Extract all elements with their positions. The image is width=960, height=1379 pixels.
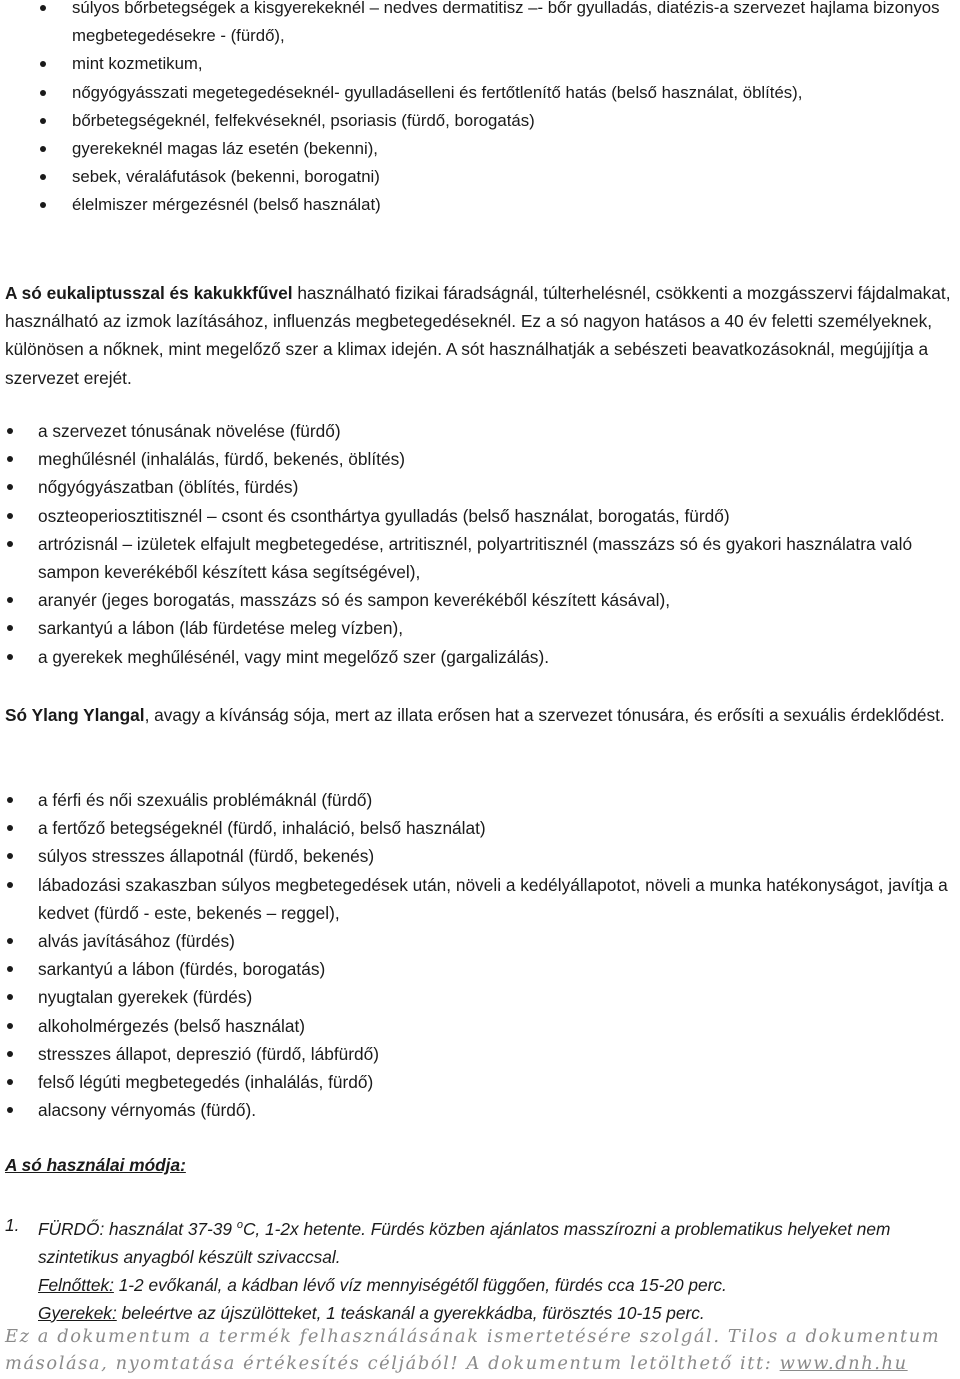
bullet-icon [7, 541, 13, 547]
bullet-icon [7, 456, 13, 462]
list-item: élelmiszer mérgezésnél (belső használat) [0, 191, 960, 219]
bullet-icon [40, 61, 46, 67]
bullet-icon [7, 1023, 13, 1029]
list-item: sarkantyú a lábon (fürdés, borogatás) [0, 955, 950, 983]
list-item: lábadozási szakaszban súlyos megbetegedések után, növeli a kedélyállapotot, növeli a munka hatékonyságot, javítja a kedvet (fürdő - este, bekenés – reggel), [0, 871, 950, 927]
list-item: bőrbetegségeknél, felfekvéseknél, psoriasis (fürdő, borogatás) [0, 107, 960, 135]
list-item: a férfi és női szexuális problémáknál (fürdő) [0, 786, 950, 814]
bullet-icon [40, 5, 46, 11]
list-item: alkoholmérgezés (belső használat) [0, 1012, 950, 1040]
list-item: a szervezet tónusának növelése (fürdő) [0, 417, 950, 445]
bullet-icon [40, 118, 46, 124]
bullet-icon [40, 146, 46, 152]
uses-list-1 [0, 0, 960, 220]
bullet-icon [7, 428, 13, 434]
kids-label: Gyerekek: [38, 1302, 117, 1323]
bath-instructions: FÜRDŐ: használat 37-39 $^o$C, 1-2x hetente. Fürdés közben ajánlatos masszírozni a problematikus helyeket nem szintetikus anyagból készült szivaccsal. [38, 1218, 891, 1267]
usage-section [0, 1211, 950, 1327]
product-name: A só eukaliptusszal és kakukkfűvel [5, 283, 293, 303]
uses-list-2 [0, 417, 950, 671]
bullet-icon [40, 174, 46, 180]
list-item: meghűlésnél (inhalálás, fürdő, bekenés, öblítés) [0, 445, 950, 473]
eucalyptus-salt-paragraph: A só eukaliptusszal és kakukkfűvel használható fizikai fáradságnál, túlterhelésnél, csökkenti a mozgásszervi fájdalmakat, használható az izmok lazításához, influenzás megbetegedéseknél. Ez a só nagyon hatásos a 40 év feletti személyeknek, különösen a nőknek, mint megelőző szer a klimax idején. A sót használhatják a sebészeti beavatkozásoknál, megújjítja a szervezet erejét. [5, 283, 951, 388]
list-item: sarkantyú a lábon (láb fürdetése meleg vízben), [0, 614, 950, 642]
bullet-icon [7, 825, 13, 831]
ylang-salt-paragraph: Só Ylang Ylangal, avagy a kívánság sója, mert az illata erősen hat a szervezet tónusára, és erősíti a sexuális érdeklődést. [5, 705, 945, 725]
kids-dosage: Gyerekek: beleértve az újszülötteket, 1 teáskanál a gyerekkádba, fürösztés 10-15 perc. [38, 1302, 705, 1323]
list-item: súlyos bőrbetegségek a kisgyerekeknél – nedves dermatitisz –- bőr gyulladás, diatézis-a szervezet hajlama bizonyos megbetegedésekre - (fürdő), [0, 0, 960, 50]
degree-mark: o [236, 1219, 243, 1231]
uses-list-3 [0, 786, 950, 1124]
adults-dosage: Felnőttek: 1-2 evőkanál, a kádban lévő víz mennyiségétől függően, fürdés cca 15-20 perc. [38, 1274, 727, 1295]
list-item: nőgyógyásszati megetegedéseknél- gyulladáselleni és fertőtlenítő hatás (belső használat, öblítés), [0, 79, 960, 107]
bullet-icon [7, 1051, 13, 1057]
list-item: artrózisnál – izületek elfajult megbetegedése, artritisznél, polyartritisznél (masszázs só és gyakori használatra való sampon keverékéből készített kása segítségével), [0, 530, 950, 586]
list-item: mint kozmetikum, [0, 50, 960, 78]
list-item: stresszes állapot, depreszió (fürdő, lábfürdő) [0, 1040, 950, 1068]
list-item: nyugtalan gyerekek (fürdés) [0, 983, 950, 1011]
list-item: alacsony vérnyomás (fürdő). [0, 1096, 950, 1124]
list-item: a gyerekek meghűlésénél, vagy mint megelőző szer (gargalizálás). [0, 643, 950, 671]
bullet-icon [40, 90, 46, 96]
item-number: 1. [5, 1215, 20, 1235]
product-name: Só Ylang Ylangal [5, 705, 145, 725]
list-item: súlyos stresszes állapotnál (fürdő, bekenés) [0, 842, 950, 870]
list-item: alvás javításához (fürdés) [0, 927, 950, 955]
footer-line-1: Ez a dokumentum a termék felhasználásának ismertetésére szolgál. Tilos a dokumentum [5, 1326, 941, 1347]
bullet-icon [7, 994, 13, 1000]
bullet-icon [7, 625, 13, 631]
list-item: nőgyógyászatban (öblítés, fürdés) [0, 473, 950, 501]
bullet-icon [7, 882, 13, 888]
bullet-icon [7, 597, 13, 603]
bullet-icon [7, 484, 13, 490]
list-item: aranyér (jeges borogatás, masszázs só és sampon keverékéből készített kásával), [0, 586, 950, 614]
adults-label: Felnőttek: [38, 1274, 114, 1295]
list-item: gyerekeknél magas láz esetén (bekenni), [0, 135, 960, 163]
usage-item-bath [0, 1211, 950, 1327]
list-item: felső légúti megbetegedés (inhalálás, fürdő) [0, 1068, 950, 1096]
bullet-icon [7, 654, 13, 660]
list-item: oszteoperiosztitisznél – csont és csonthártya gyulladás (belső használat, borogatás, fürdő) [0, 502, 950, 530]
bullet-icon [7, 513, 13, 519]
bullet-icon [40, 202, 46, 208]
bullet-icon [7, 853, 13, 859]
watermark-footer [5, 1323, 955, 1377]
list-item: sebek, véraláfutások (bekenni, borogatni) [0, 163, 960, 191]
bullet-icon [7, 1107, 13, 1113]
footer-line-2: másolása, nyomtatása értékesítés céljából! A dokumentum letölthető itt: www.dnh.hu [5, 1353, 908, 1374]
bullet-icon [7, 1079, 13, 1085]
bullet-icon [7, 938, 13, 944]
bullet-icon [7, 797, 13, 803]
usage-heading: A só használai módja: [5, 1155, 186, 1175]
list-item: a fertőző betegségeknél (fürdő, inhaláció, belső használat) [0, 814, 950, 842]
website-link[interactable]: www.dnh.hu [779, 1353, 908, 1374]
bullet-icon [7, 966, 13, 972]
